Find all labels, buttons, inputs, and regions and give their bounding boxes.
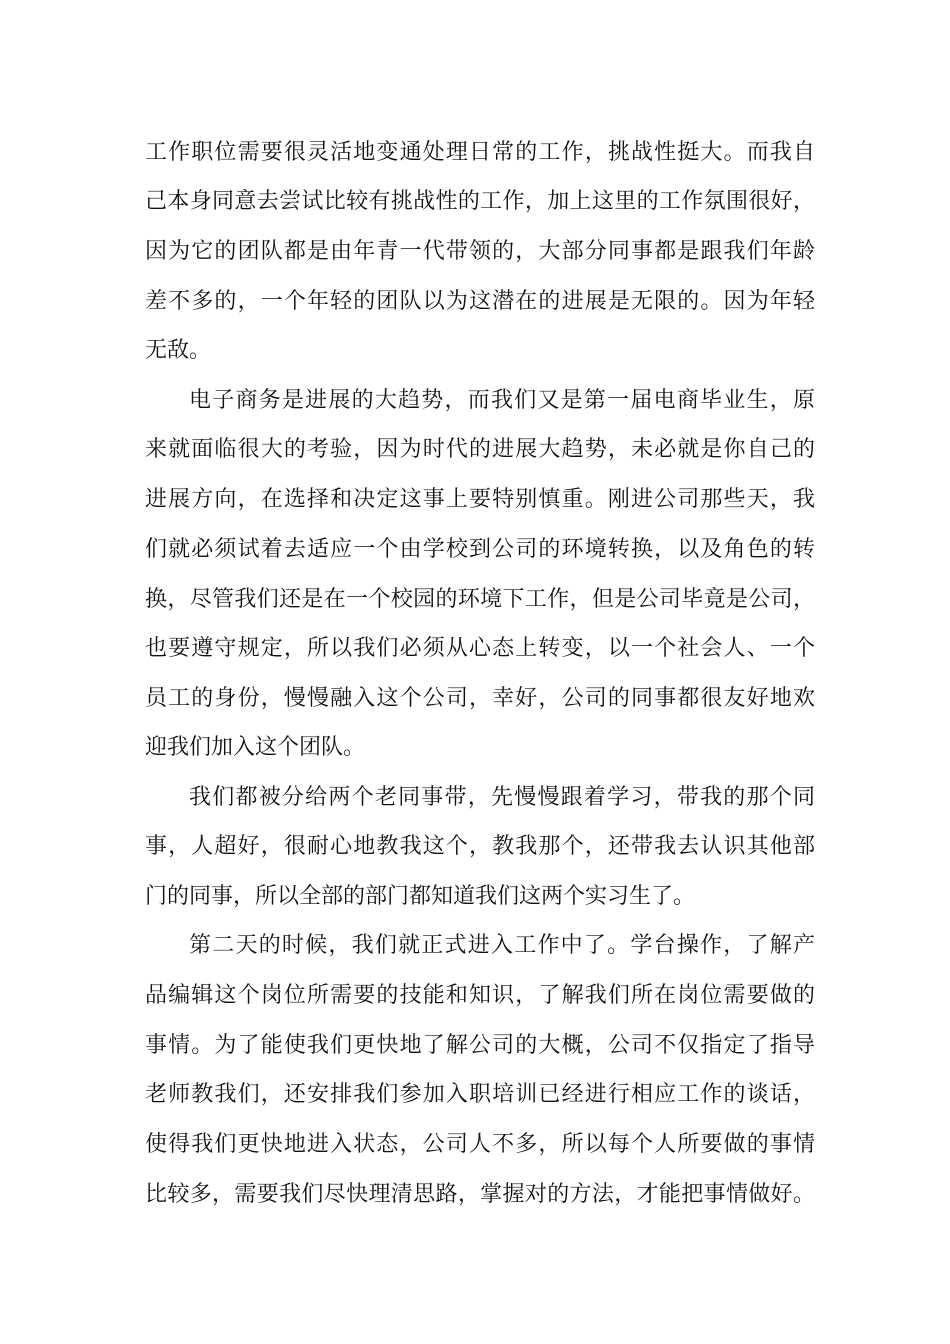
paragraph-1-line-1: 工作职位需要很灵活地变通处理日常的工作，挑战性挺大。而我自 [145,140,815,165]
paragraph-4-line-6: 比较多，需要我们尽快理清思路，掌握对的方法，才能把事情做好。 [145,1182,815,1207]
paragraph-2-line-2: 来就面临很大的考验，因为时代的进展大趋势，未必就是你自己的 [145,437,815,462]
paragraph-4-line-5: 使得我们更快地进入状态，公司人不多，所以每个人所要做的事情 [145,1132,815,1157]
paragraph-3-line-2: 事，人超好，很耐心地教我这个，教我那个，还带我去认识其他部 [145,834,815,859]
paragraph-4-line-3: 事情。为了能使我们更快地了解公司的大概，公司不仅指定了指导 [145,1033,815,1058]
paragraph-4-line-2: 品编辑这个岗位所需要的技能和知识，了解我们所在岗位需要做的 [145,983,815,1008]
paragraph-4-line-4: 老师教我们，还安排我们参加入职培训已经进行相应工作的谈话， [145,1082,815,1107]
paragraph-3-line-3: 门的同事，所以全部的部门都知道我们这两个实习生了。 [145,884,696,909]
paragraph-2-line-6: 也要遵守规定，所以我们必须从心态上转变，以一个社会人、一个 [145,636,815,661]
paragraph-2-line-7: 员工的身份，慢慢融入这个公司，幸好，公司的同事都很友好地欢 [145,686,815,711]
paragraph-1-line-3: 因为它的团队都是由年青一代带领的，大部分同事都是跟我们年龄 [145,239,815,264]
paragraph-2-line-1: 电子商务是进展的大趋势，而我们又是第一届电商毕业生，原 [189,388,815,413]
paragraph-1-line-2: 己本身同意去尝试比较有挑战性的工作，加上这里的工作氛围很好， [145,189,815,214]
paragraph-2-line-8: 迎我们加入这个团队。 [145,735,366,760]
paragraph-3-line-1: 我们都被分给两个老同事带，先慢慢跟着学习，带我的那个同 [189,785,815,810]
paragraph-2-line-5: 换，尽管我们还是在一个校园的环境下工作，但是公司毕竟是公司， [145,587,815,612]
paragraph-2-line-4: 们就必须试着去适应一个由学校到公司的环境转换，以及角色的转 [145,537,815,562]
paragraph-1-line-4: 差不多的，一个年轻的团队以为这潜在的进展是无限的。因为年轻 [145,289,815,314]
paragraph-1-line-5: 无敌。 [145,338,212,363]
paragraph-4-line-1: 第二天的时候，我们就正式进入工作中了。学台操作，了解产 [189,933,815,958]
paragraph-2-line-3: 进展方向，在选择和决定这事上要特别慎重。刚进公司那些天，我 [145,487,815,512]
